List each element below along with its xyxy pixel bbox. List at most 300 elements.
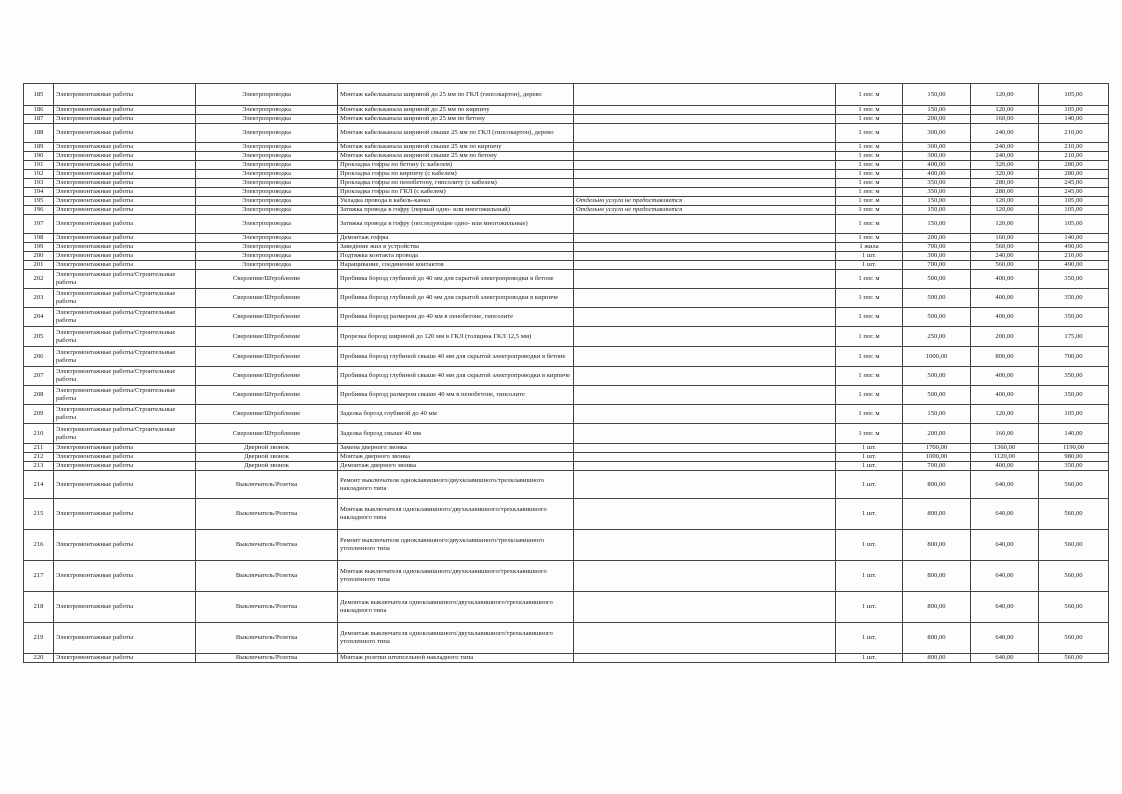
price-tier-2: 640,00 (971, 471, 1039, 499)
work-description: Затяжка провода в гофру (последующие одно- или многожильные) (338, 215, 574, 234)
table-row (24, 308, 1109, 327)
work-subcategory: Электропроводка (196, 188, 338, 197)
price-base: 500,00 (903, 289, 971, 308)
row-number: 195 (24, 197, 54, 206)
row-number: 201 (24, 261, 54, 270)
work-category: Электромонтажные работы (54, 592, 196, 623)
unit-of-measure: 1 пог. м (836, 327, 903, 347)
price-tier-2: 560,00 (971, 243, 1039, 252)
price-base: 150,00 (903, 106, 971, 115)
price-tier-3: 700,00 (1039, 347, 1109, 367)
price-tier-3: 560,00 (1039, 623, 1109, 654)
table-row (24, 654, 1109, 663)
work-category: Электромонтажные работы (54, 252, 196, 261)
price-tier-2: 320,00 (971, 161, 1039, 170)
work-category: Электромонтажные работы (54, 261, 196, 270)
work-subcategory: Сверление/Штробление (196, 367, 338, 386)
work-note (574, 84, 836, 106)
work-category: Электромонтажные работы (54, 234, 196, 243)
price-tier-2: 240,00 (971, 143, 1039, 152)
table-row (24, 530, 1109, 561)
work-category: Электромонтажные работы (54, 84, 196, 106)
work-description: Ремонт выключателя одноклавишного/двухклавишного/трехклавишного утопленного типа (338, 530, 574, 561)
work-category: Электромонтажные работы (54, 471, 196, 499)
price-base: 500,00 (903, 367, 971, 386)
work-category: Электромонтажные работы (54, 152, 196, 161)
work-category: Электромонтажные работы (54, 499, 196, 530)
table-row (24, 453, 1109, 462)
row-number: 203 (24, 289, 54, 308)
work-category: Электромонтажные работы/Строительные работы (54, 289, 196, 308)
price-tier-2: 120,00 (971, 405, 1039, 424)
row-number: 198 (24, 234, 54, 243)
price-tier-3: 350,00 (1039, 289, 1109, 308)
work-category: Электромонтажные работы/Строительные работы (54, 405, 196, 424)
work-note (574, 124, 836, 143)
work-description: Демонтаж дверного звонка (338, 462, 574, 471)
work-subcategory: Сверление/Штробление (196, 270, 338, 289)
work-note (574, 261, 836, 270)
row-number: 217 (24, 561, 54, 592)
unit-of-measure: 1 шт. (836, 561, 903, 592)
work-category: Электромонтажные работы/Строительные работы (54, 386, 196, 405)
table-row (24, 386, 1109, 405)
price-tier-3: 105,00 (1039, 106, 1109, 115)
unit-of-measure: 1 шт. (836, 453, 903, 462)
work-subcategory: Электропроводка (196, 106, 338, 115)
work-description: Демонтаж выключателя одноклавишного/двухклавишного/трехклавишного утопленного типа (338, 623, 574, 654)
price-tier-2: 120,00 (971, 197, 1039, 206)
price-tier-3: 350,00 (1039, 386, 1109, 405)
row-number: 185 (24, 84, 54, 106)
work-category: Электромонтажные работы (54, 453, 196, 462)
price-tier-2: 1120,00 (971, 453, 1039, 462)
work-note (574, 152, 836, 161)
work-category: Электромонтажные работы/Строительные работы (54, 367, 196, 386)
unit-of-measure: 1 шт. (836, 592, 903, 623)
table-row (24, 206, 1109, 215)
price-tier-3: 980,00 (1039, 453, 1109, 462)
table-row (24, 462, 1109, 471)
price-tier-2: 640,00 (971, 592, 1039, 623)
work-subcategory: Электропроводка (196, 170, 338, 179)
row-number: 190 (24, 152, 54, 161)
work-note (574, 453, 836, 462)
price-tier-2: 120,00 (971, 206, 1039, 215)
price-tier-3: 560,00 (1039, 654, 1109, 663)
work-subcategory: Электропроводка (196, 261, 338, 270)
table-row (24, 234, 1109, 243)
table-row (24, 115, 1109, 124)
price-tier-2: 240,00 (971, 252, 1039, 261)
work-subcategory: Сверление/Штробление (196, 347, 338, 367)
work-description: Пробивка борозд размером до 40 мм в пенобетоне, гипсолите (338, 308, 574, 327)
work-note (574, 592, 836, 623)
table-row (24, 261, 1109, 270)
work-note (574, 252, 836, 261)
work-subcategory: Электропроводка (196, 179, 338, 188)
unit-of-measure: 1 пог. м (836, 188, 903, 197)
price-tier-2: 400,00 (971, 462, 1039, 471)
work-note (574, 161, 836, 170)
work-category: Электромонтажные работы/Строительные работы (54, 270, 196, 289)
price-base: 800,00 (903, 654, 971, 663)
unit-of-measure: 1 пог. м (836, 143, 903, 152)
work-subcategory: Выключатель/Розетка (196, 530, 338, 561)
work-note (574, 654, 836, 663)
work-category: Электромонтажные работы (54, 179, 196, 188)
price-base: 400,00 (903, 161, 971, 170)
row-number: 197 (24, 215, 54, 234)
work-description: Монтаж розетки штепсельной накладного типа (338, 654, 574, 663)
work-description: Монтаж выключателя одноклавишного/двухклавишного/трехклавишного утопленного типа (338, 561, 574, 592)
unit-of-measure: 1 пог. м (836, 115, 903, 124)
table-row (24, 623, 1109, 654)
unit-of-measure: 1 пог. м (836, 347, 903, 367)
unit-of-measure: 1 жила (836, 243, 903, 252)
table-row (24, 243, 1109, 252)
work-category: Электромонтажные работы/Строительные работы (54, 327, 196, 347)
work-subcategory: Выключатель/Розетка (196, 592, 338, 623)
work-description: Ремонт выключателя одноклавишного/двухклавишного/трехклавишного накладного типа (338, 471, 574, 499)
work-subcategory: Электропроводка (196, 143, 338, 152)
price-tier-3: 140,00 (1039, 115, 1109, 124)
work-description: Пробивка борозд глубиной свыше 40 мм для скрытой электропроводки в бетоне (338, 347, 574, 367)
work-category: Электромонтажные работы (54, 243, 196, 252)
work-description: Заведение жил в устройства (338, 243, 574, 252)
price-tier-3: 210,00 (1039, 152, 1109, 161)
work-note (574, 106, 836, 115)
work-subcategory: Электропроводка (196, 197, 338, 206)
row-number: 220 (24, 654, 54, 663)
unit-of-measure: 1 шт. (836, 462, 903, 471)
row-number: 199 (24, 243, 54, 252)
work-note (574, 347, 836, 367)
work-subcategory: Электропроводка (196, 215, 338, 234)
work-description: Демонтаж гофры (338, 234, 574, 243)
work-note (574, 405, 836, 424)
price-tier-3: 105,00 (1039, 215, 1109, 234)
price-tier-3: 560,00 (1039, 530, 1109, 561)
work-subcategory: Выключатель/Розетка (196, 623, 338, 654)
row-number: 219 (24, 623, 54, 654)
price-tier-3: 245,00 (1039, 188, 1109, 197)
table-row (24, 188, 1109, 197)
row-number: 191 (24, 161, 54, 170)
row-number: 188 (24, 124, 54, 143)
work-category: Электромонтажные работы/Строительные работы (54, 308, 196, 327)
price-base: 400,00 (903, 170, 971, 179)
price-tier-3: 105,00 (1039, 405, 1109, 424)
price-tier-2: 800,00 (971, 347, 1039, 367)
price-tier-3: 490,00 (1039, 243, 1109, 252)
work-description: Подтяжка контакта провода (338, 252, 574, 261)
unit-of-measure: 1 пог. м (836, 289, 903, 308)
price-base: 700,00 (903, 462, 971, 471)
work-note: Отдельно услуга не предоставляется (574, 206, 836, 215)
table-row (24, 143, 1109, 152)
row-number: 200 (24, 252, 54, 261)
table-row (24, 161, 1109, 170)
price-tier-2: 1360,00 (971, 444, 1039, 453)
row-number: 202 (24, 270, 54, 289)
price-base: 200,00 (903, 424, 971, 444)
unit-of-measure: 1 пог. м (836, 170, 903, 179)
work-note (574, 115, 836, 124)
price-tier-2: 640,00 (971, 530, 1039, 561)
work-note (574, 270, 836, 289)
work-category: Электромонтажные работы (54, 561, 196, 592)
work-category: Электромонтажные работы (54, 161, 196, 170)
unit-of-measure: 1 пог. м (836, 424, 903, 444)
unit-of-measure: 1 шт. (836, 261, 903, 270)
work-note (574, 179, 836, 188)
work-category: Электромонтажные работы/Строительные работы (54, 347, 196, 367)
price-tier-3: 1190,00 (1039, 444, 1109, 453)
price-base: 800,00 (903, 530, 971, 561)
work-note (574, 561, 836, 592)
price-tier-2: 640,00 (971, 561, 1039, 592)
price-base: 300,00 (903, 143, 971, 152)
work-description: Заделка борозд глубиной до 40 мм (338, 405, 574, 424)
unit-of-measure: 1 шт. (836, 444, 903, 453)
unit-of-measure: 1 пог. м (836, 161, 903, 170)
work-subcategory: Выключатель/Розетка (196, 561, 338, 592)
price-base: 350,00 (903, 179, 971, 188)
unit-of-measure: 1 шт. (836, 623, 903, 654)
work-subcategory: Выключатель/Розетка (196, 471, 338, 499)
price-tier-3: 140,00 (1039, 234, 1109, 243)
price-base: 150,00 (903, 84, 971, 106)
price-tier-3: 280,00 (1039, 170, 1109, 179)
price-base: 500,00 (903, 386, 971, 405)
work-note (574, 327, 836, 347)
table-row (24, 152, 1109, 161)
work-subcategory: Электропроводка (196, 161, 338, 170)
work-description: Пробивка борозд глубиной свыше 40 мм для скрытой электропроводки в кирпиче (338, 367, 574, 386)
work-description: Монтаж дверного звонка (338, 453, 574, 462)
work-subcategory: Электропроводка (196, 115, 338, 124)
work-subcategory: Сверление/Штробление (196, 289, 338, 308)
price-tier-2: 160,00 (971, 424, 1039, 444)
price-tier-2: 400,00 (971, 386, 1039, 405)
price-base: 1000,00 (903, 347, 971, 367)
price-base: 800,00 (903, 592, 971, 623)
price-tier-2: 640,00 (971, 499, 1039, 530)
price-tier-3: 560,00 (1039, 499, 1109, 530)
price-tier-2: 560,00 (971, 261, 1039, 270)
price-tier-3: 210,00 (1039, 143, 1109, 152)
table-row (24, 252, 1109, 261)
price-base: 800,00 (903, 561, 971, 592)
row-number: 193 (24, 179, 54, 188)
table-row (24, 499, 1109, 530)
row-number: 216 (24, 530, 54, 561)
work-subcategory: Дверной звонок (196, 453, 338, 462)
work-category: Электромонтажные работы (54, 143, 196, 152)
row-number: 213 (24, 462, 54, 471)
unit-of-measure: 1 шт. (836, 499, 903, 530)
work-category: Электромонтажные работы (54, 115, 196, 124)
work-subcategory: Электропроводка (196, 234, 338, 243)
price-base: 150,00 (903, 206, 971, 215)
work-subcategory: Электропроводка (196, 243, 338, 252)
work-subcategory: Сверление/Штробление (196, 327, 338, 347)
work-note (574, 188, 836, 197)
unit-of-measure: 1 пог. м (836, 308, 903, 327)
price-tier-3: 560,00 (1039, 592, 1109, 623)
price-tier-2: 120,00 (971, 215, 1039, 234)
work-category: Электромонтажные работы (54, 106, 196, 115)
work-note (574, 471, 836, 499)
price-tier-2: 120,00 (971, 84, 1039, 106)
work-note (574, 234, 836, 243)
table-row (24, 84, 1109, 106)
row-number: 204 (24, 308, 54, 327)
work-category: Электромонтажные работы (54, 530, 196, 561)
table-row (24, 270, 1109, 289)
work-description: Прокладка гофры по бетону (с кабелем) (338, 161, 574, 170)
work-subcategory: Выключатель/Розетка (196, 654, 338, 663)
work-description: Прокладка гофры по ГКЛ (с кабелем) (338, 188, 574, 197)
work-description: Замена дверного звонка (338, 444, 574, 453)
price-base: 300,00 (903, 252, 971, 261)
price-tier-2: 640,00 (971, 654, 1039, 663)
work-subcategory: Выключатель/Розетка (196, 499, 338, 530)
work-description: Пробивка борозд глубиной до 40 мм для скрытой электропроводки в бетоне (338, 270, 574, 289)
work-note (574, 170, 836, 179)
price-tier-3: 105,00 (1039, 206, 1109, 215)
work-note (574, 424, 836, 444)
work-description: Укладка провода в кабель-канал (338, 197, 574, 206)
work-subcategory: Электропроводка (196, 124, 338, 143)
work-note (574, 243, 836, 252)
work-description: Монтаж кабельканала шириной свыше 25 мм по кирпичу (338, 143, 574, 152)
work-description: Монтаж кабельканала шириной свыше 25 мм по ГКЛ (гипсокартон), дерево (338, 124, 574, 143)
row-number: 215 (24, 499, 54, 530)
unit-of-measure: 1 пог. м (836, 405, 903, 424)
work-category: Электромонтажные работы/Строительные работы (54, 424, 196, 444)
unit-of-measure: 1 пог. м (836, 215, 903, 234)
table-row (24, 405, 1109, 424)
work-description: Затяжка провода в гофру (первый одно- или многожильный) (338, 206, 574, 215)
work-description: Демонтаж выключателя одноклавишного/двухклавишного/трехклавишного накладного типа (338, 592, 574, 623)
work-category: Электромонтажные работы (54, 444, 196, 453)
row-number: 212 (24, 453, 54, 462)
price-tier-3: 350,00 (1039, 367, 1109, 386)
price-tier-2: 400,00 (971, 270, 1039, 289)
row-number: 211 (24, 444, 54, 453)
price-tier-3: 210,00 (1039, 252, 1109, 261)
table-row (24, 561, 1109, 592)
price-tier-3: 350,00 (1039, 462, 1109, 471)
price-tier-3: 105,00 (1039, 84, 1109, 106)
work-category: Электромонтажные работы (54, 215, 196, 234)
work-subcategory: Сверление/Штробление (196, 405, 338, 424)
row-number: 218 (24, 592, 54, 623)
table-row (24, 367, 1109, 386)
work-note (574, 386, 836, 405)
work-description: Монтаж кабельканала шириной до 25 мм по ГКЛ (гипсокартон), дерево (338, 84, 574, 106)
price-table (23, 83, 1109, 663)
price-tier-3: 175,00 (1039, 327, 1109, 347)
work-subcategory: Электропроводка (196, 252, 338, 261)
unit-of-measure: 1 пог. м (836, 270, 903, 289)
table-row (24, 197, 1109, 206)
price-tier-2: 240,00 (971, 152, 1039, 161)
unit-of-measure: 1 пог. м (836, 124, 903, 143)
table-body (24, 84, 1109, 663)
work-category: Электромонтажные работы (54, 124, 196, 143)
work-description: Наращивание, соединение контактов (338, 261, 574, 270)
unit-of-measure: 1 шт. (836, 471, 903, 499)
price-base: 1000,00 (903, 453, 971, 462)
row-number: 192 (24, 170, 54, 179)
row-number: 210 (24, 424, 54, 444)
price-tier-3: 280,00 (1039, 161, 1109, 170)
table-row (24, 327, 1109, 347)
work-note (574, 623, 836, 654)
price-tier-2: 280,00 (971, 188, 1039, 197)
work-description: Монтаж выключателя одноклавишного/двухклавишного/трехклавишного накладного типа (338, 499, 574, 530)
work-note (574, 530, 836, 561)
unit-of-measure: 1 пог. м (836, 197, 903, 206)
work-category: Электромонтажные работы (54, 623, 196, 654)
price-tier-2: 640,00 (971, 623, 1039, 654)
price-base: 500,00 (903, 308, 971, 327)
work-note (574, 499, 836, 530)
row-number: 214 (24, 471, 54, 499)
table-row (24, 471, 1109, 499)
work-description: Монтаж кабельканала шириной до 25 мм по бетону (338, 115, 574, 124)
price-base: 800,00 (903, 471, 971, 499)
price-base: 800,00 (903, 499, 971, 530)
price-base: 200,00 (903, 234, 971, 243)
work-subcategory: Дверной звонок (196, 444, 338, 453)
price-tier-3: 245,00 (1039, 179, 1109, 188)
price-tier-3: 560,00 (1039, 471, 1109, 499)
row-number: 189 (24, 143, 54, 152)
price-tier-3: 105,00 (1039, 197, 1109, 206)
price-tier-3: 350,00 (1039, 270, 1109, 289)
unit-of-measure: 1 пог. м (836, 367, 903, 386)
work-note (574, 308, 836, 327)
price-base: 700,00 (903, 261, 971, 270)
unit-of-measure: 1 пог. м (836, 206, 903, 215)
row-number: 187 (24, 115, 54, 124)
table-row (24, 424, 1109, 444)
row-number: 186 (24, 106, 54, 115)
work-note (574, 444, 836, 453)
unit-of-measure: 1 пог. м (836, 234, 903, 243)
work-subcategory: Электропроводка (196, 84, 338, 106)
work-category: Электромонтажные работы (54, 197, 196, 206)
unit-of-measure: 1 пог. м (836, 106, 903, 115)
work-subcategory: Электропроводка (196, 206, 338, 215)
work-category: Электромонтажные работы (54, 188, 196, 197)
work-description: Пробивка борозд глубиной до 40 мм для скрытой электропроводки в кирпиче (338, 289, 574, 308)
price-base: 300,00 (903, 152, 971, 161)
work-subcategory: Дверной звонок (196, 462, 338, 471)
price-base: 250,00 (903, 327, 971, 347)
row-number: 209 (24, 405, 54, 424)
table-row (24, 215, 1109, 234)
work-description: Заделка борозд свыше 40 мм (338, 424, 574, 444)
table-row (24, 124, 1109, 143)
row-number: 206 (24, 347, 54, 367)
price-tier-2: 120,00 (971, 106, 1039, 115)
work-category: Электромонтажные работы (54, 654, 196, 663)
